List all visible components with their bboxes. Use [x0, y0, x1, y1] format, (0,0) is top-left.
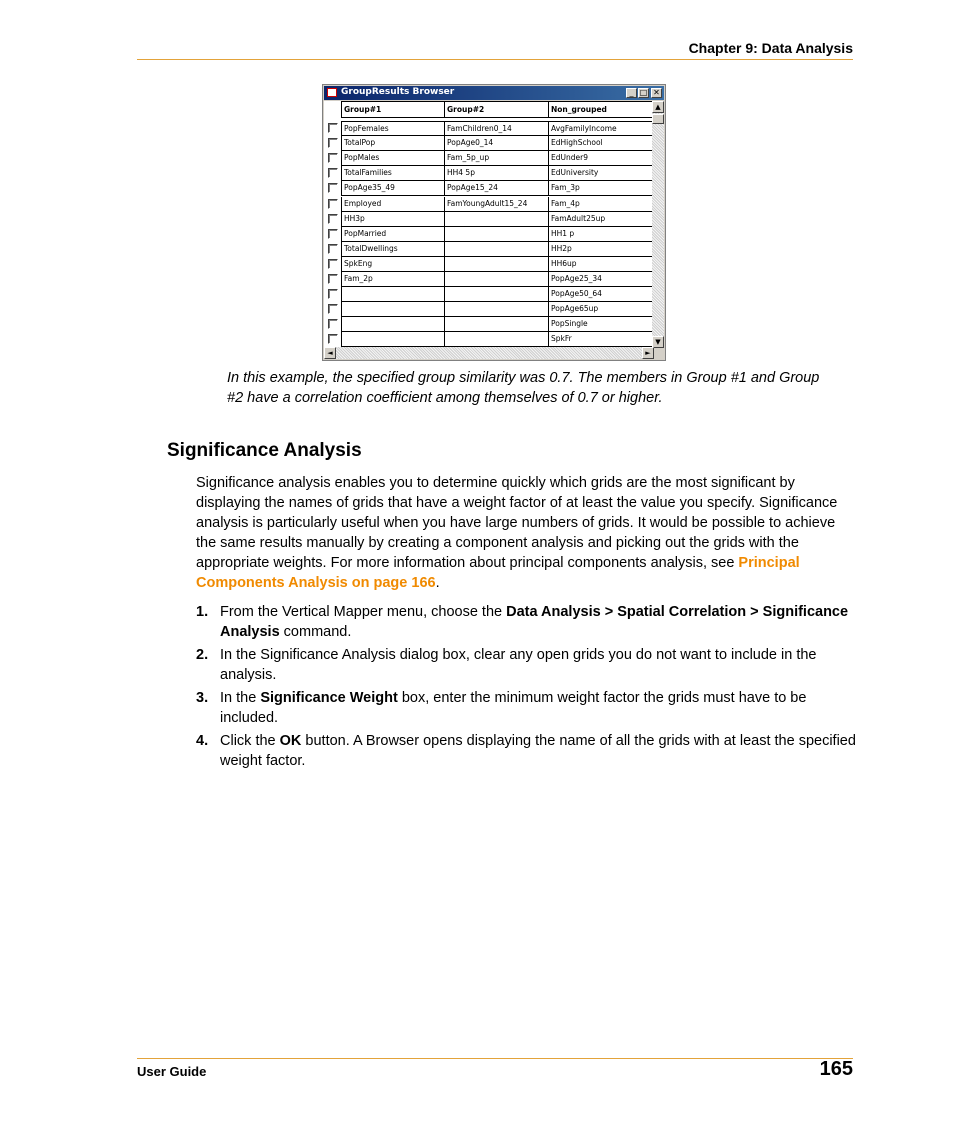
table-cell[interactable] [445, 302, 549, 317]
scroll-thumb[interactable] [652, 114, 664, 124]
row-checkbox[interactable] [328, 304, 338, 314]
table-cell[interactable] [445, 212, 549, 227]
horizontal-scrollbar[interactable] [324, 347, 654, 359]
figure-caption: In this example, the specified group similarity was 0.7. The members in Group #1 and Group #2 have a correlation coefficient among themselves of 0.7 or higher. [227, 370, 820, 406]
step-bold: Data Analysis > Spatial Correlation > Significance Analysis [220, 604, 849, 640]
table-cell[interactable] [445, 257, 549, 272]
table-cell[interactable] [445, 317, 549, 332]
table-cell[interactable]: Fam_4p [549, 197, 653, 212]
table-cell[interactable]: EdHighSchool [549, 136, 653, 151]
column-header[interactable]: Group#2 [445, 101, 549, 118]
row-checkbox[interactable] [328, 319, 338, 329]
section-heading: Significance Analysis [167, 440, 362, 461]
table-cell[interactable] [341, 287, 445, 302]
row-checkbox[interactable] [328, 289, 338, 299]
table-cell[interactable]: TotalDwellings [341, 242, 445, 257]
row-checkbox[interactable] [328, 199, 338, 209]
step-item [196, 645, 856, 685]
step-text: Click the [220, 733, 280, 749]
table-cell[interactable] [341, 302, 445, 317]
table-cell[interactable] [445, 272, 549, 287]
table-cell[interactable] [445, 227, 549, 242]
step-text-end: button. A Browser opens displaying the name of all the grids with at least the specified weight factor. [220, 733, 856, 769]
step-number: 3. [196, 690, 209, 706]
table-cell[interactable]: AvgFamilyIncome [549, 121, 653, 136]
table-cell[interactable]: PopAge25_34 [549, 272, 653, 287]
step-bold: Significance Weight [260, 690, 398, 706]
title-bar[interactable] [324, 86, 664, 100]
table-cell[interactable]: PopFemales [341, 121, 445, 136]
row-checkbox[interactable] [328, 244, 338, 254]
table-cell[interactable]: TotalPop [341, 136, 445, 151]
step-item [196, 688, 856, 728]
table-cell[interactable]: Fam_2p [341, 272, 445, 287]
vertical-scrollbar[interactable] [652, 101, 664, 348]
table-cell[interactable]: Employed [341, 197, 445, 212]
step-bold: OK [279, 733, 302, 749]
table-cell[interactable]: HH3p [341, 212, 445, 227]
table-cell[interactable] [341, 332, 445, 347]
table-cell[interactable]: FamChildren0_14 [445, 121, 549, 136]
table-cell[interactable]: PopAge65up [549, 302, 653, 317]
groupresults-browser-window [322, 84, 666, 361]
table-cell[interactable]: SpkFr [549, 332, 653, 347]
intro-end: . [435, 575, 440, 591]
table-cell[interactable]: Fam_3p [549, 181, 653, 196]
table-cell[interactable]: PopAge50_64 [549, 287, 653, 302]
table-cell[interactable]: EdUniversity [549, 166, 653, 181]
step-text: From the Vertical Mapper menu, choose the [220, 604, 507, 620]
intro-paragraph [196, 473, 856, 593]
table-cell[interactable]: TotalFamilies [341, 166, 445, 181]
minimize-button[interactable]: _ [626, 88, 637, 98]
table-cell[interactable]: PopSingle [549, 317, 653, 332]
step-item [196, 602, 856, 642]
step-text-end: box, enter the minimum weight factor the grids must have to be included. [220, 690, 807, 726]
maximize-button[interactable]: □ [639, 88, 648, 97]
row-checkbox[interactable] [328, 138, 338, 148]
browser-window-icon [327, 88, 337, 97]
step-text: In the [220, 690, 261, 706]
table-cell[interactable]: FamAdult25up [549, 212, 653, 227]
step-number: 2. [196, 647, 209, 663]
page-number: 165 [819, 1058, 853, 1080]
table-cell[interactable]: PopAge35_49 [341, 181, 445, 196]
scroll-right-icon[interactable]: ► [642, 347, 654, 359]
steps-list [196, 602, 856, 774]
column-header[interactable]: Group#1 [341, 101, 445, 118]
row-checkbox[interactable] [328, 334, 338, 344]
table-cell[interactable]: PopMales [341, 151, 445, 166]
row-checkbox[interactable] [328, 259, 338, 269]
table-cell[interactable]: Fam_5p_up [445, 151, 549, 166]
close-button[interactable]: ✕ [651, 88, 662, 98]
footer-guide-label: User Guide [137, 1064, 207, 1079]
scroll-up-icon[interactable]: ▲ [652, 101, 664, 113]
table-cell[interactable]: EdUnder9 [549, 151, 653, 166]
table-cell[interactable]: PopAge15_24 [445, 181, 549, 196]
table-cell[interactable] [445, 287, 549, 302]
table-cell[interactable] [445, 242, 549, 257]
footer-rule [137, 1058, 853, 1059]
window-title: GroupResults Browser [341, 87, 455, 97]
chapter-header: Chapter 9: Data Analysis [688, 40, 853, 56]
row-checkbox[interactable] [328, 153, 338, 163]
row-checkbox[interactable] [328, 183, 338, 193]
scroll-left-icon[interactable]: ◄ [324, 347, 336, 359]
table-cell[interactable]: FamYoungAdult15_24 [445, 197, 549, 212]
row-checkbox[interactable] [328, 123, 338, 133]
column-header[interactable]: Non_grouped [549, 101, 653, 118]
principal-components-link[interactable]: Principal Components Analysis on page 166 [196, 555, 800, 591]
step-number: 1. [196, 604, 209, 620]
step-number: 4. [196, 733, 209, 749]
step-text: In the Significance Analysis dialog box, clear any open grids you do not want to include in the analysis. [220, 647, 817, 683]
table-cell[interactable]: HH4 5p [445, 166, 549, 181]
table-cell[interactable]: HH6up [549, 257, 653, 272]
table-cell[interactable] [445, 332, 549, 347]
header-rule [137, 59, 853, 60]
table-cell[interactable]: PopMarried [341, 227, 445, 242]
table-cell[interactable]: SpkEng [341, 257, 445, 272]
row-checkbox[interactable] [328, 168, 338, 178]
table-cell[interactable] [341, 317, 445, 332]
row-checkbox[interactable] [328, 229, 338, 239]
row-checkbox[interactable] [328, 214, 338, 224]
table-cell[interactable]: PopAge0_14 [445, 136, 549, 151]
row-checkbox[interactable] [328, 274, 338, 284]
intro-text: Significance analysis enables you to determine quickly which grids are the most significant by displaying the names of grids that have a weight factor of at least the value you specify. Significance analysis is particularly useful when you have large numbers of grids. It would be possible to achieve the same results manually by creating a component analysis and picking out the grids with the appropriate weights. For more information about principal components analysis, see [196, 475, 838, 571]
table-cell[interactable]: HH1 p [549, 227, 653, 242]
table-cell[interactable]: HH2p [549, 242, 653, 257]
step-item [196, 731, 856, 771]
step-text-end: command. [279, 624, 352, 640]
scroll-down-icon[interactable]: ▼ [652, 336, 664, 348]
browser-grid [324, 101, 654, 348]
